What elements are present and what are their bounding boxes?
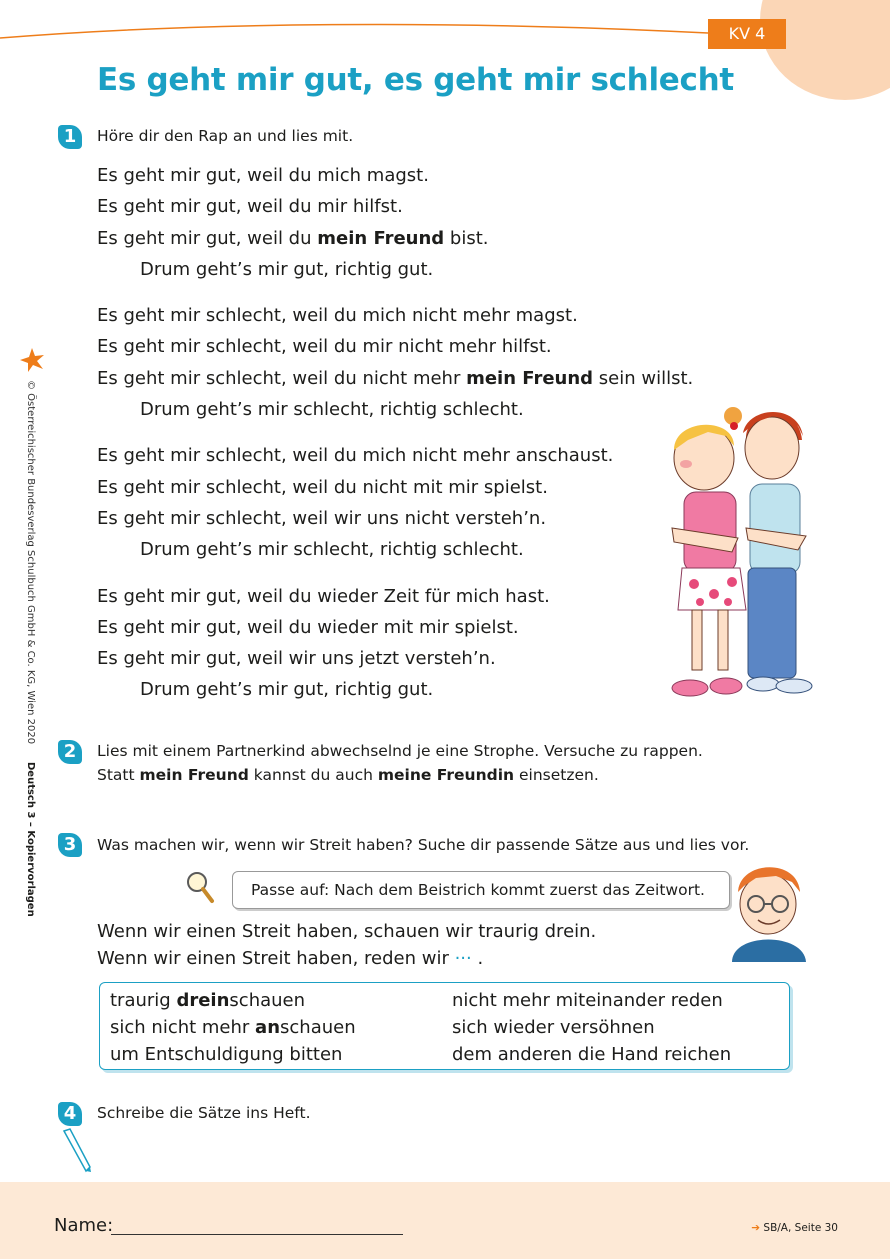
poem-line: Es geht mir schlecht, weil wir uns nicht versteh’n. (97, 507, 547, 529)
poem-refrain: Drum geht’s mir gut, richtig gut. (140, 679, 434, 701)
rap-poem (97, 160, 693, 721)
page-reference: ➔ SB/A, Seite 30 (751, 1222, 838, 1234)
poem-line: Es geht mir gut, weil du wieder mit mir spielst. (97, 616, 519, 638)
example-sentences (97, 918, 596, 972)
poem-line: Es geht mir schlecht, weil du mich nicht mehr anschaust. (97, 445, 614, 467)
children-illustration (648, 388, 823, 708)
copyright-text: © Österreichischer Bundesverlag Schulbuch GmbH & Co. KG, Wien 2020 (25, 380, 36, 745)
poem-line: Es geht mir gut, weil du mich magst. (97, 165, 429, 186)
kv-badge: KV 4 (708, 19, 786, 49)
stanza-4 (97, 581, 693, 706)
poem-line: Es geht mir schlecht, weil du mir nicht mehr hilfst. (97, 336, 552, 358)
book-title: Deutsch 3 – Kopiervorlagen (25, 762, 36, 917)
stanza-3 (97, 440, 693, 565)
poem-line: Es geht mir schlecht, weil du nicht mehr mein Freund sein willst. (97, 367, 694, 389)
phrase-box (99, 982, 790, 1070)
poem-line: Es geht mir gut, weil du mir hilfst. (97, 196, 403, 218)
phrase-item: nicht mehr miteinander reden (452, 990, 723, 1011)
magnifier-icon (185, 870, 215, 904)
footer (0, 1182, 890, 1259)
tip-box: Passe auf: Nach dem Beistrich kommt zuerst das Zeitwort. (232, 871, 730, 909)
poem-line: Es geht mir gut, weil du wieder Zeit für mich hast. (97, 585, 550, 607)
poem-line: Es geht mir gut, weil wir uns jetzt versteh’n. (97, 648, 496, 670)
phrase-item: traurig dreinschauen (110, 990, 306, 1011)
task-number-4: 4 (58, 1102, 82, 1126)
poem-refrain: Drum geht’s mir schlecht, richtig schlecht. (140, 399, 524, 421)
task-number-2: 2 (58, 740, 82, 764)
pen-icon (60, 1127, 92, 1173)
phrase-item: um Entschuldigung bitten (110, 1044, 343, 1065)
poem-line: Es geht mir schlecht, weil du nicht mit mir spielst. (97, 476, 548, 498)
boy-with-glasses-illustration (726, 852, 810, 962)
phrase-item: sich wieder versöhnen (452, 1017, 655, 1038)
arrow-icon: ➔ (751, 1222, 761, 1234)
stanza-1 (97, 160, 693, 285)
phrase-column-left (110, 987, 356, 1068)
task-1-text: Höre dir den Rap an und lies mit. (97, 127, 354, 145)
poem-line: Es geht mir schlecht, weil du mich nicht mehr magst. (97, 305, 578, 327)
example-sentence-2: Wenn wir einen Streit haben, reden wir ··· . (97, 948, 484, 969)
corner-decoration (760, 0, 890, 100)
task-4-text: Schreibe die Sätze ins Heft. (97, 1104, 311, 1122)
publisher-logo (18, 347, 46, 373)
phrase-item: dem anderen die Hand reichen (452, 1044, 732, 1065)
task-2-text: Lies mit einem Partnerkind abwechselnd je eine Strophe. Versuche zu rappen. Statt mein Freund kannst du auch meine Freundin einsetzen. (97, 742, 703, 784)
stanza-2 (97, 300, 693, 425)
task-number-3: 3 (58, 833, 82, 857)
task-number-1: 1 (58, 125, 82, 149)
phrase-column-right (452, 987, 731, 1068)
page-title: Es geht mir gut, es geht mir schlecht (97, 62, 734, 98)
poem-refrain: Drum geht’s mir gut, richtig gut. (140, 258, 434, 280)
name-input-line[interactable] (111, 1234, 403, 1235)
poem-line: Es geht mir gut, weil du mein Freund bist. (97, 227, 489, 249)
example-sentence-1: Wenn wir einen Streit haben, schauen wir traurig drein. (97, 921, 597, 942)
phrase-item: sich nicht mehr anschauen (110, 1017, 356, 1038)
task-3-text: Was machen wir, wenn wir Streit haben? Suche dir passende Sätze aus und lies vor. (97, 836, 750, 854)
name-label: Name: (54, 1215, 114, 1236)
poem-refrain: Drum geht’s mir schlecht, richtig schlecht. (140, 539, 524, 561)
